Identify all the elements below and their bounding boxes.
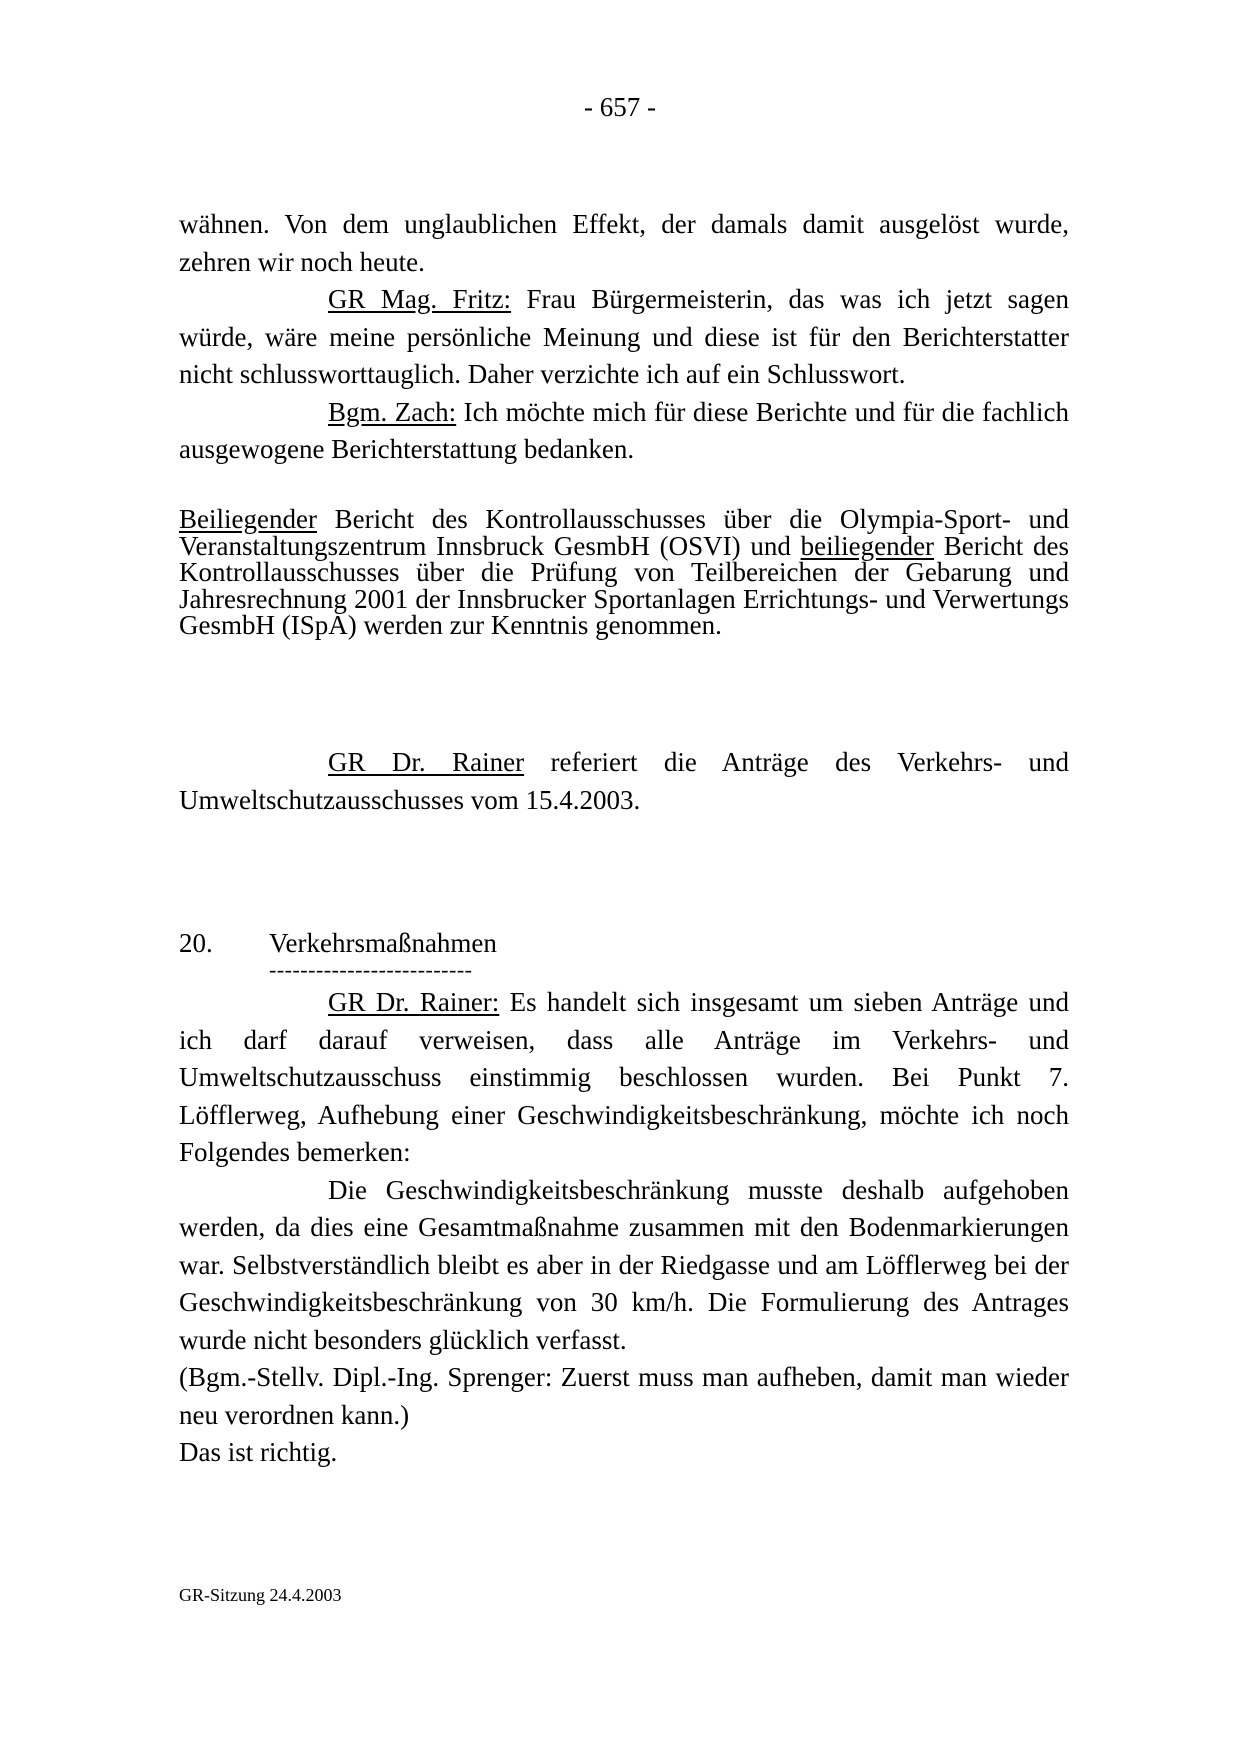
resolution-paragraph xyxy=(179,506,1069,639)
intro-paragraph xyxy=(179,744,1069,819)
statement-fritz xyxy=(179,281,1069,394)
agenda-item-title: Verkehrsmaßnahmen xyxy=(269,928,497,958)
statement-zach xyxy=(179,394,1069,469)
agenda-item-number: 20. xyxy=(179,928,213,958)
speech-fritz: Frau Bürgermeisterin, das was ich jetzt sagen würde, wäre meine persönliche Meinung und diese ist für den Berichterstatter nicht schlussworttauglich. Daher verzichte ich auf ein Schlusswort. xyxy=(179,284,1069,389)
statement-rainer xyxy=(179,984,1069,1172)
intro-text xyxy=(179,744,1069,819)
interjection: (Bgm.-Stellv. Dipl.-Ing. Sprenger: Zuerst muss man aufheben, damit man wieder neu verordnen kann.) xyxy=(179,1362,1069,1430)
speaker-zach: Bgm. Zach: xyxy=(328,396,457,427)
speech-rainer-1: Es handelt sich insgesamt um sieben Anträge und ich darf darauf verweisen, dass alle Anträge im Verkehrs- und Umweltschutzausschuss einstimmig beschlossen wurden. Bei Punkt 7. Löfflerweg, Aufhebung einer Geschwindigkeitsbeschränkung, möchte ich noch Folgendes bemerken: xyxy=(179,987,1069,1167)
speaker-rainer: GR Dr. Rainer: xyxy=(328,987,500,1017)
resolution-word-2: beiliegender xyxy=(800,530,935,561)
speech-zach: Ich möchte mich für diese Berichte und für die fachlich ausgewogene Berichterstattung bedanken. xyxy=(179,396,1069,464)
speech-block-2 xyxy=(179,984,1069,1472)
footer-session-date: GR-Sitzung 24.4.2003 xyxy=(179,1585,342,1605)
page-number: - 657 - xyxy=(584,92,656,122)
resolution-text-2: Bericht des Kontrollausschusses über die Prüfung von Teilbereichen der Gebarung und Jahresrechnung 2001 der Innsbrucker Sportanlagen Errichtungs- und Verwertungs GesmbH (ISpA) werden zur Kenntnis genommen. xyxy=(179,530,1069,640)
speaker-fritz: GR Mag. Fritz: xyxy=(328,284,512,314)
resolution-text-1: Bericht des Kontrollausschusses über die Olympia-Sport- und Veranstaltungszentrum Innsbruck GesmbH (OSVI) und xyxy=(179,504,1069,561)
speech-rainer-2: Die Geschwindigkeitsbeschränkung musste deshalb aufgehoben werden, da dies eine Gesamtmaßnahme zusammen mit den Bodenmarkierungen war. Selbstverständlich bleibt es aber in der Riedgasse und am Löfflerweg bei der Geschwindigkeitsbeschränkung von 30 km/h. Die Formulierung des Antrages wurde nicht besonders glücklich verfasst. xyxy=(179,1174,1069,1355)
continuation-line-1: wähnen. Von dem unglaublichen Effekt, der damals damit ausgelöst wurde, xyxy=(179,209,1069,239)
continuation-line-2: zehren wir noch heute. xyxy=(179,246,425,277)
agenda-item-rule: -------------------------- xyxy=(269,957,473,982)
resolution-word-1: Beiliegender xyxy=(179,504,317,534)
speaker-rainer-intro: GR Dr. Rainer xyxy=(328,747,525,777)
closing-line: Das ist richtig. xyxy=(179,1437,338,1467)
intro-speech: referiert die Anträge des Verkehrs- und Umweltschutzausschusses vom 15.4.2003. xyxy=(179,747,1069,815)
speech-block-1 xyxy=(179,206,1069,469)
